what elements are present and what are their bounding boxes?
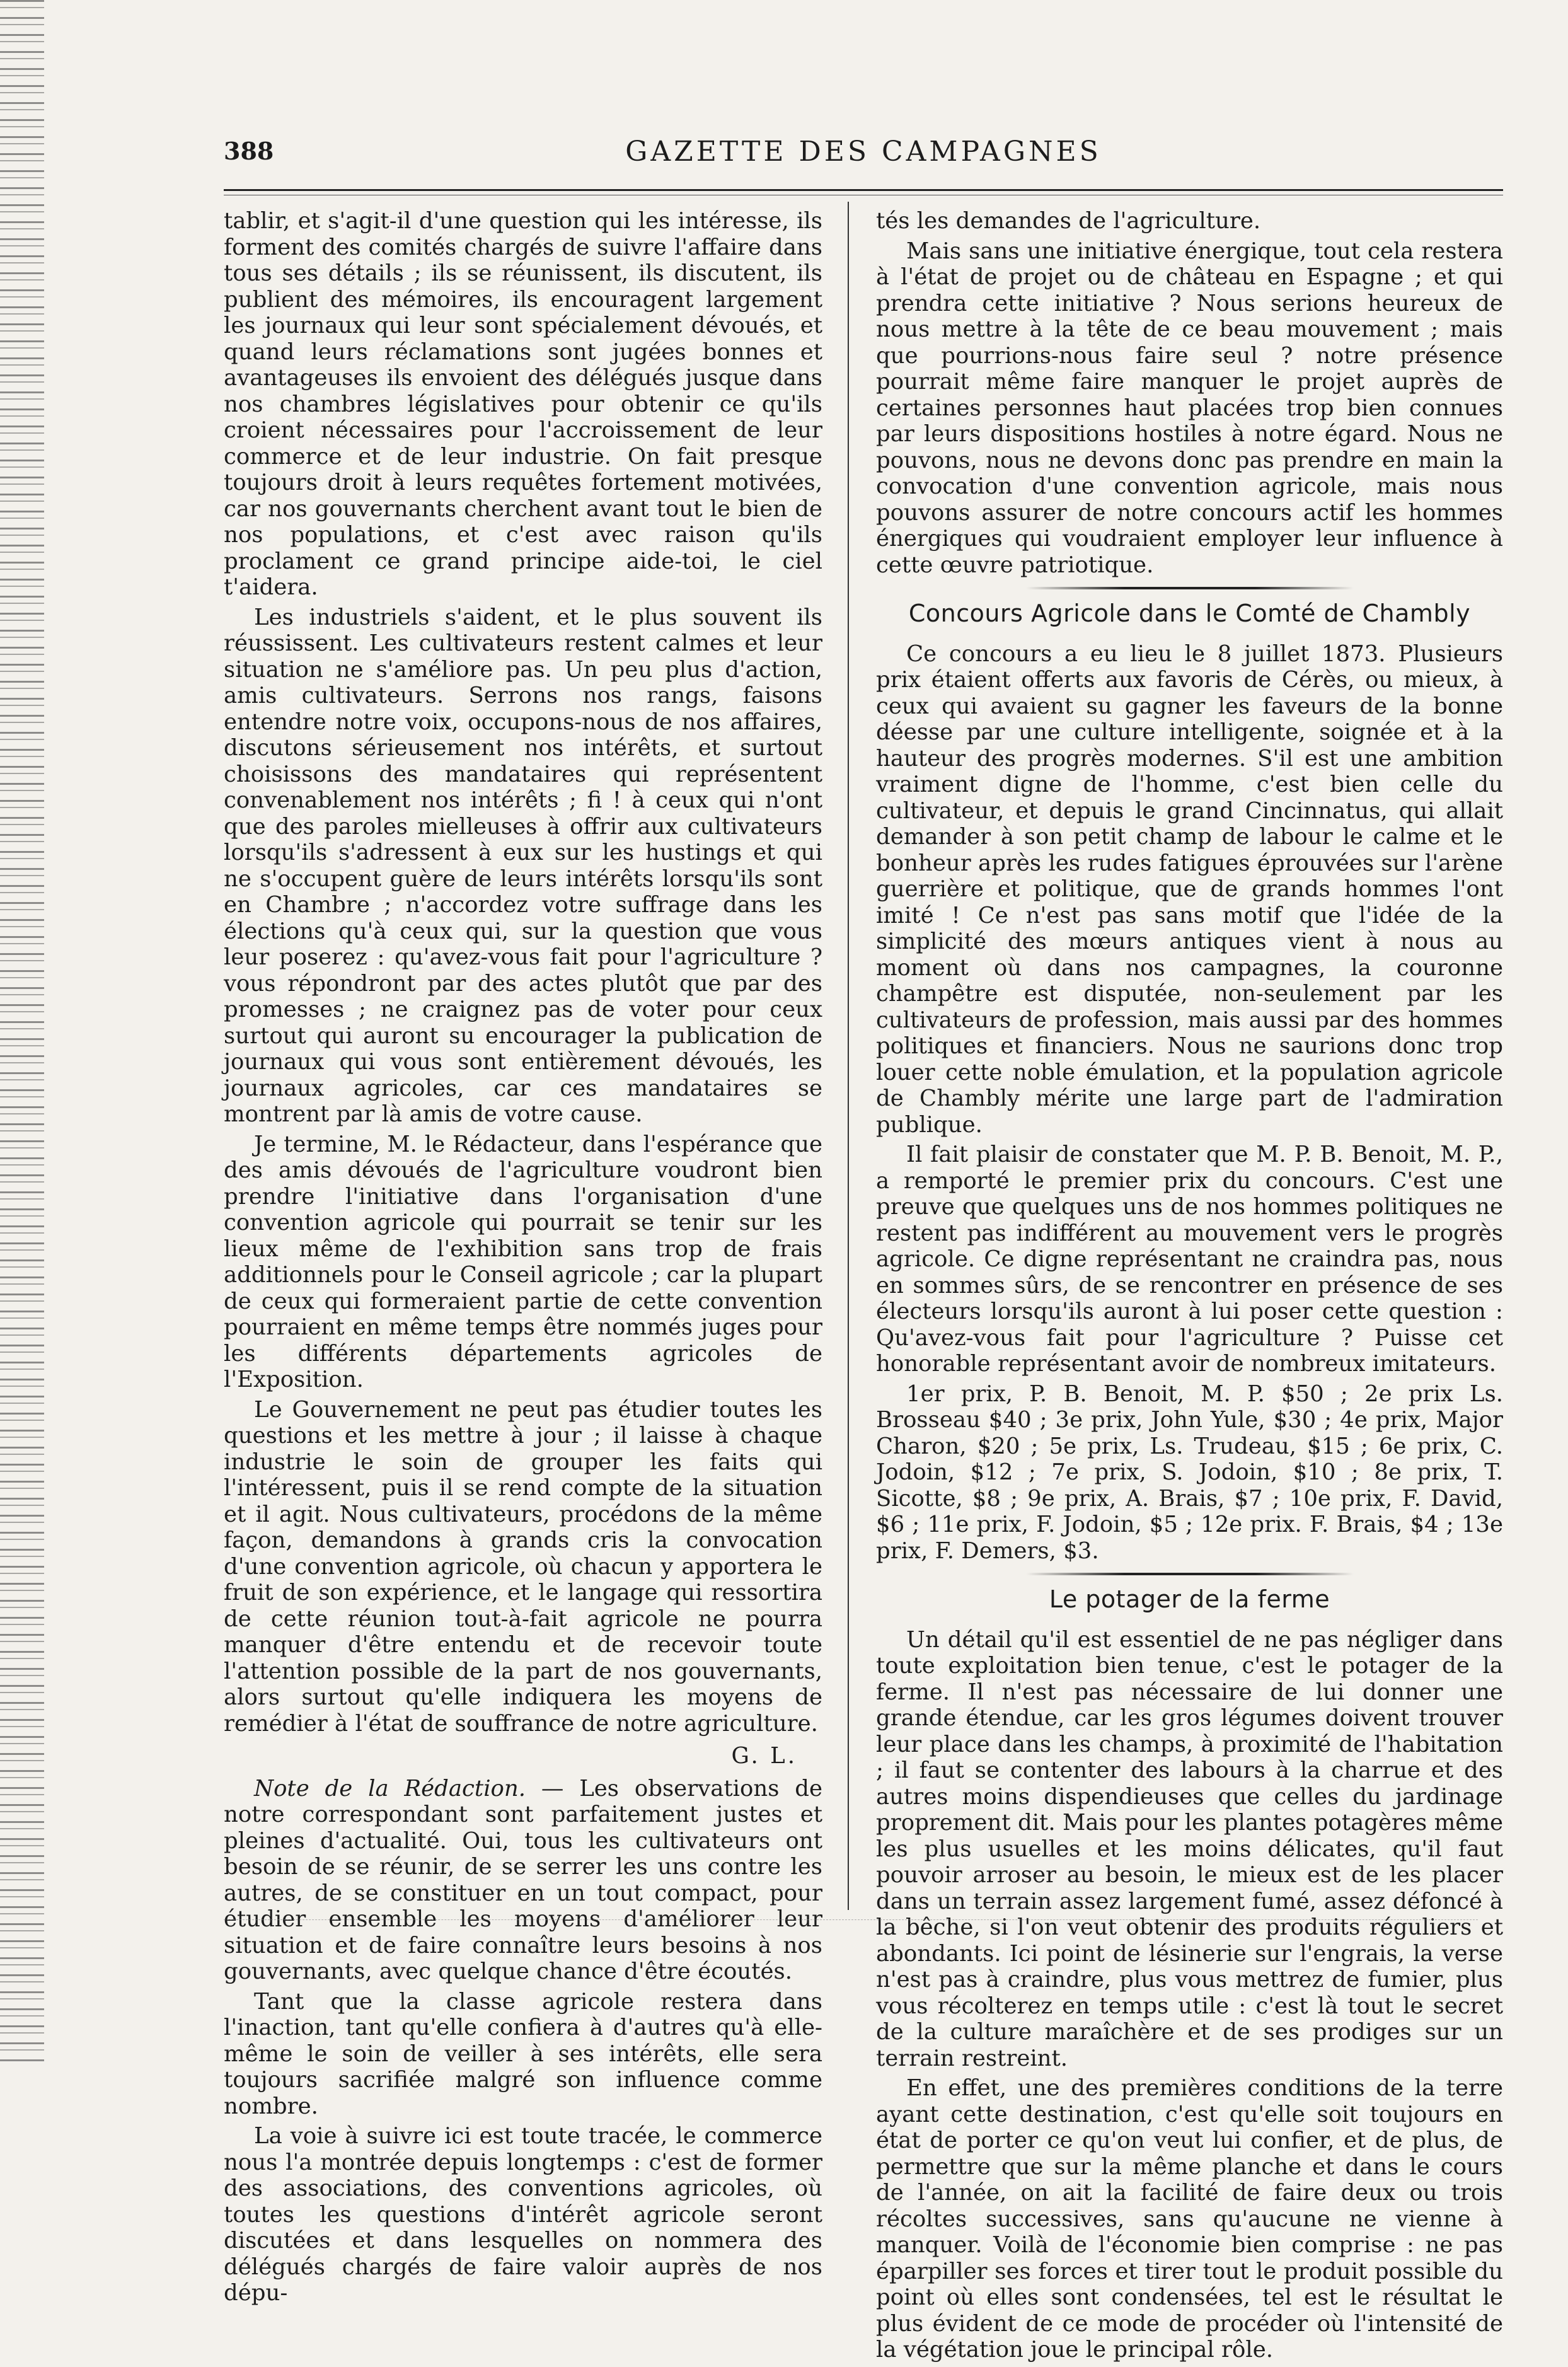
paragraph: Un détail qu'il est essentiel de ne pas négliger dans toute exploitation bien tenue, c'est le potager de la ferme. Il n'est pas nécessaire de lui donner une grande étendue, car les gros légumes doivent trouver leur place dans les champs, à proximité de l'habitation ; il faut se contenter des labours à la charrue et des autres moins dispendieuses que celles du jardinage proprement dit. Mais pour les plantes potagères même les plus usuelles et les moins délicates, qu'il faut pouvoir arroser au besoin, le mieux est de les placer dans un terrain assez largement fumé, assez défoncé à la bêche, si l'on veut obtenir des produits réguliers et abondants. Ici point de lésinerie sur l'engrais, la verse n'est pas à craindre, plus vous mettrez de fumier, plus vous récolterez en temps utile : c'est là tout le secret de la culture maraîchère et de ses prodiges sur un terrain restreint. [876, 1626, 1503, 2071]
bottom-bleed-through [224, 1919, 1478, 1920]
note-text: — Les observations de notre correspondant sont parfaitement justes et pleines d'actualité. Oui, tous les cultivateurs ont besoin de se réunir, de se serrer les uns contre les autres, de se constituer en un tout compact, pour étudier ensemble les moyens d'améliorer leur situation et de faire connaître leurs besoins à nos gouvernants, avec quelque chance d'être écoutés. [224, 1775, 822, 1984]
paragraph: Ce concours a eu lieu le 8 juillet 1873. Plusieurs prix étaient offerts aux favoris de Cérès, ou mieux, à ceux qui avaient su gagner les faveurs de la bonne déesse par une culture intelligente, soignée et à la hauteur des progrès modernes. S'il est une ambition vraiment digne de l'homme, c'est bien celle du cultivateur, et depuis le grand Cincinnatus, qui allait demander à son petit champ de labour le calme et le bonheur après les rudes fatigues éprouvées sur l'arène guerrière et politique, que de grands hommes l'ont imité ! Ce n'est pas sans motif que l'idée de la simplicité des mœurs antiques vient à nous au moment où dans nos campagnes, la couronne champêtre est disputée, non-seulement par les cultivateurs de profession, mais aussi par des hommes politiques et financiers. Nous ne saurions donc trop louer cette noble émulation, et la population agricole de Chambly mérite une large part de l'admiration publique. [876, 640, 1503, 1138]
note-label: Note de la Rédaction. [254, 1775, 526, 1802]
prize-list: 1er prix, P. B. Benoit, M. P. $50 ; 2e prix Ls. Brosseau $40 ; 3e prix, John Yule, $30 ; 4e prix, Major Charon, $20 ; 5e prix, Ls. Trudeau, $15 ; 6e prix, C. Jodoin, $12 ; 7e prix, S. Jodoin, $10 ; 8e prix, T. Sicotte, $8 ; 9e prix, A. Brais, $7 ; 10e prix, F. David, $6 ; 11e prix, F. Jodoin, $5 ; 12e prix. F. Brais, $4 ; 13e prix, F. Demers, $3. [876, 1380, 1503, 1564]
section-heading: Le potager de la ferme [1049, 1585, 1330, 1613]
paragraph: Tant que la classe agricole restera dans l'inaction, tant qu'elle confiera à d'autres qu'à elle-même le soin de veiller à ses intérêts, elle sera toujours sacrifiée malgré son influence comme nombre. [224, 1988, 822, 2119]
paragraph: tés les demandes de l'agriculture. [876, 208, 1261, 234]
scan-edge-artifact [0, 0, 44, 2062]
paragraph: Il fait plaisir de constater que M. P. B. Benoit, M. P., a remporté le premier prix du concours. C'est une preuve que quelques uns de nos hommes politiques ne restent pas indifférent au mouvement vers le progrès agricole. Ce digne représentant ne craindra pas, nous en sommes sûrs, de se rencontrer en présence de ses électeurs lorsqu'ils auront à lui poser cette question : Qu'avez-vous fait pour l'agriculture ? Puisse cet honorable représentant avoir de nombreux imitateurs. [876, 1142, 1503, 1377]
section-separator [1026, 587, 1354, 589]
masthead-title: GAZETTE DES CAMPAGNES [625, 136, 1102, 168]
section-separator [1026, 1573, 1354, 1575]
paragraph: En effet, une des premières conditions de la terre ayant cette destination, c'est qu'elle soit toujours en état de porter ce qu'on veut lui confier, et de plus, de permettre que sur la même planche et dans le cours de l'année, on ait la facilité de faire deux ou trois récoltes successives, sans qu'aucune ne vienne à manquer. Voilà de l'économie bien comprise : ne pas éparpiller ses forces et tirer tout le produit possible du point où elles sont condensées, tel est le résultat le plus évident de ce mode de procéder où l'intensité de la végétation joue le principal rôle. [876, 2075, 1503, 2363]
column-divider [848, 202, 849, 1910]
left-column [224, 208, 822, 2310]
paragraph: Mais sans une initiative énergique, tout cela restera à l'état de projet ou de château en Espagne ; et qui prendra cette initiative ? Nous serions heureux de nous mettre à la tête de ce beau mouvement ; mais que pourrions-nous faire seul ? notre présence pourrait même faire manquer le projet auprès de certaines personnes haut placées trop bien connues par leurs dispositions hostiles à notre égard. Nous ne pouvons, nous ne devons donc pas prendre en main la convocation d'une convention agricole, mais nous pouvons assurer de notre concours actif les hommes énergiques qui voudraient employer leur influence à cette œuvre patriotique. [876, 238, 1503, 578]
signature: G. L. [731, 1743, 797, 1769]
paragraph: Le Gouvernement ne peut pas étudier toutes les questions et les mettre à jour ; il laisse à chaque industrie le soin de grouper les faits qui l'intéressent, puis il se rend compte de la situation et il agit. Nous cultivateurs, procédons de la même façon, demandons à grands cris la convocation d'une convention agricole, où chacun y apportera le fruit de son expérience, et le langage qui ressortira de cette réunion tout-à-fait agricole ne pourra manquer d'être entendu et de recevoir toute l'attention possible de la part de nos gouvernants, alors surtout qu'elle indiquera les moyens de remédier à l'état de souffrance de notre agriculture. [224, 1396, 822, 1737]
paragraph: tablir, et s'agit-il d'une question qui les intéresse, ils forment des comités chargés de suivre l'affaire dans tous ses détails ; ils se réunissent, ils discutent, ils publient des mémoires, ils encouragent largement les journaux qui leur sont spécialement dévoués, et quand leurs réclamations sont jugées bonnes et avantageuses ils envoient des délégués jusque dans nos chambres législatives pour obtenir ce qu'ils croient nécessaires pour l'accroissement de leur commerce et de leur industrie. On fait presque toujours droit à leurs requêtes fortement motivées, car nos gouvernants cherchent avant tout le bien de nos populations, et c'est avec raison qu'ils proclament ce grand principe aide-toi, le ciel t'aidera. [224, 208, 822, 600]
section-heading: Concours Agricole dans le Comté de Chambly [908, 599, 1471, 627]
paragraph: Les industriels s'aident, et le plus souvent ils réussissent. Les cultivateurs restent calmes et leur situation ne s'améliore pas. Un peu plus d'action, amis cultivateurs. Serrons nos rangs, faisons entendre notre voix, occupons-nous de nos affaires, discutons sérieusement nos intérêts, et surtout choisissons des mandataires qui représentent convenablement nos intérêts ; fi ! à ceux qui n'ont que des paroles mielleuses à offrir aux cultivateurs lorsqu'ils s'adressent à eux sur les hustings et qui ne s'occupent guère de leurs intérêts lorsqu'ils sont en Chambre ; n'accordez votre suffrage dans les élections qu'à ceux qui, sur la question que vous leur poserez : qu'avez-vous fait pour l'agriculture ? vous répondront par des actes plutôt que par des promesses ; ne craignez pas de voter pour ceux surtout qui auront su encourager la publication de journaux qui vous sont entièrement dévoués, les journaux agricoles, car ces mandataires se montrent par là amis de votre cause. [224, 604, 822, 1127]
right-column [876, 208, 1503, 2367]
editor-note [224, 1776, 822, 1985]
paragraph: La voie à suivre ici est toute tracée, le commerce nous l'a montrée depuis longtemps : c'est de former des associations, des conventions agricoles, où toutes les questions d'intérêt agricole seront discutées et dans lesquelles on nommera des délégués chargés de faire valoir auprès de nos dépu- [224, 2123, 822, 2306]
page-header [224, 136, 1503, 180]
page-number: 388 [224, 137, 274, 165]
header-rule [224, 189, 1503, 195]
paragraph: Je termine, M. le Rédacteur, dans l'espérance que des amis dévoués de l'agriculture voudront bien prendre l'initiative dans l'organisation d'une convention agricole qui pourrait se tenir sur les lieux même de l'exhibition sans trop de frais additionnels pour le Conseil agricole ; car la plupart de ceux qui formeraient partie de cette convention pourraient en même temps être nommés juges pour les différents départements agricoles de l'Exposition. [224, 1131, 822, 1392]
